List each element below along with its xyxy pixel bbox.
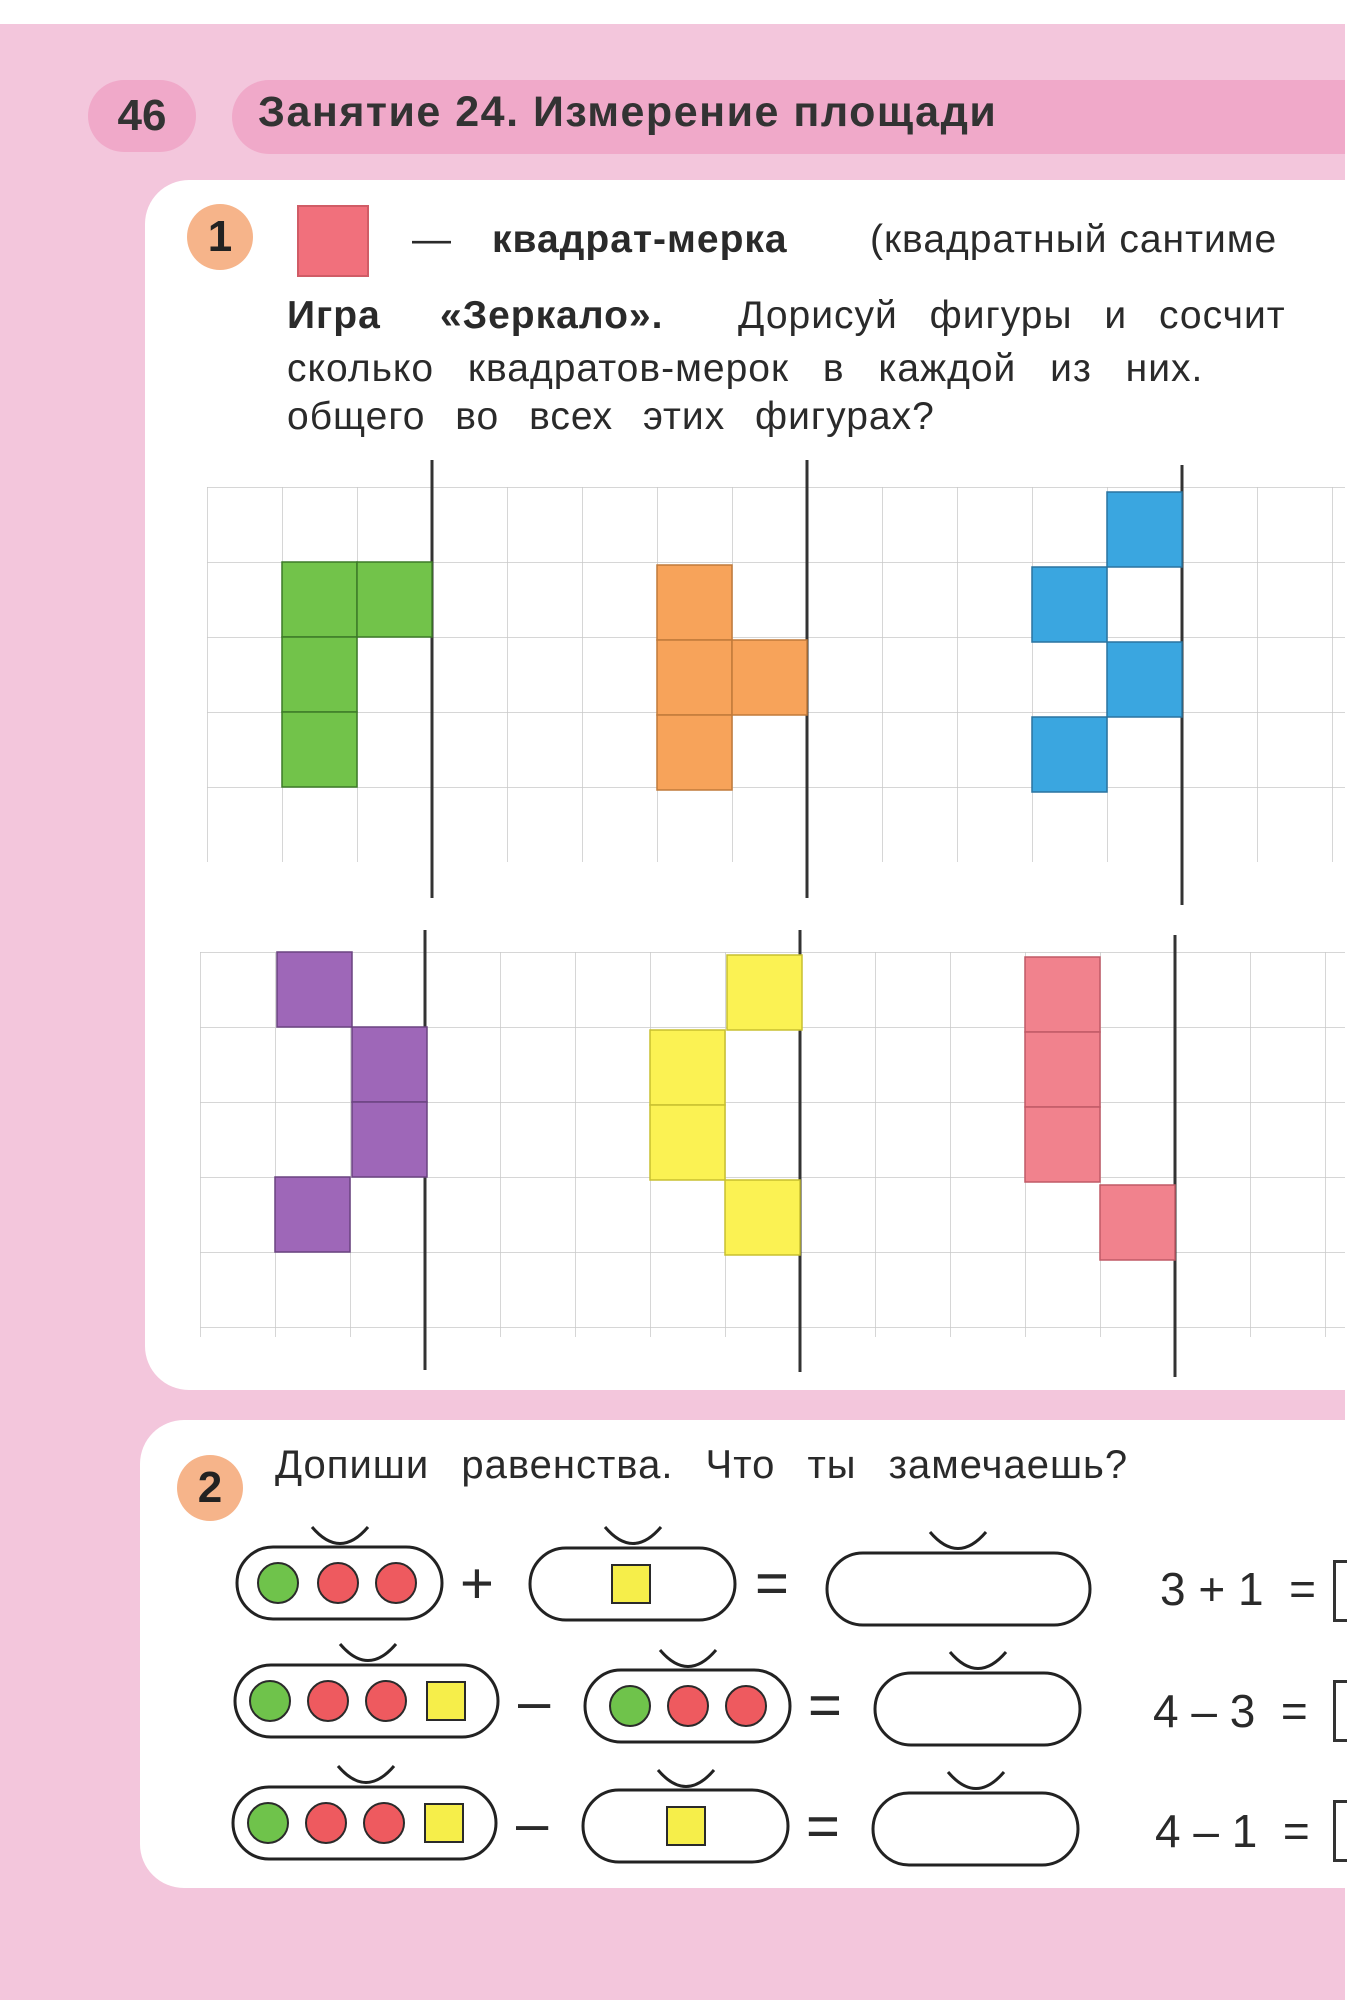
brace-mark <box>658 1770 714 1787</box>
lesson-title: Занятие 24. Измерение площади <box>258 88 998 136</box>
answer-bracket[interactable] <box>1333 1560 1347 1622</box>
task-2-number: 2 <box>177 1455 243 1521</box>
task-1-line2: сколько квадратов-мерок в каждой из них. <box>287 347 1204 390</box>
red-circle-icon <box>308 1681 348 1721</box>
page-number: 46 <box>88 80 196 152</box>
brace-mark <box>930 1532 986 1549</box>
red-circle-icon <box>364 1803 404 1843</box>
operator-equals: = <box>806 1794 840 1859</box>
task-1-number: 1 <box>187 204 253 270</box>
brace-mark <box>312 1527 368 1544</box>
term-measure-square: квадрат-мерка <box>492 218 788 261</box>
expression-4-minus-3: 4 – 3 = <box>1153 1685 1308 1737</box>
operator-minus: – <box>516 1791 549 1856</box>
brace-mark <box>338 1766 394 1783</box>
answer-box <box>875 1673 1080 1745</box>
yellow-square-icon <box>667 1807 705 1845</box>
brace-mark <box>950 1652 1006 1669</box>
operator-minus: – <box>518 1669 551 1734</box>
operator-plus: + <box>460 1551 494 1616</box>
task-2-instruction: Допиши равенства. Что ты замечаешь? <box>275 1443 1129 1487</box>
yellow-square-icon <box>612 1565 650 1603</box>
task-1-line1: Дорисуй фигуры и сосчит <box>738 294 1286 337</box>
term-note: (квадратный сантиме <box>870 218 1278 261</box>
dash: — <box>412 218 452 261</box>
expression-4-minus-1: 4 – 1 = <box>1155 1805 1310 1857</box>
task-1-line3: общего во всех этих фигурах? <box>287 395 935 438</box>
red-circle-icon <box>376 1563 416 1603</box>
brace-mark <box>948 1772 1004 1789</box>
brace-mark <box>340 1644 396 1661</box>
red-circle-icon <box>306 1803 346 1843</box>
game-label: Игра <box>287 294 381 337</box>
operator-equals: = <box>755 1551 789 1616</box>
green-circle-icon <box>250 1681 290 1721</box>
red-circle-icon <box>366 1681 406 1721</box>
operator-equals: = <box>808 1673 842 1738</box>
brace-mark <box>660 1650 716 1667</box>
green-circle-icon <box>610 1686 650 1726</box>
red-circle-icon <box>318 1563 358 1603</box>
brace-mark <box>605 1527 661 1544</box>
answer-bracket[interactable] <box>1333 1680 1347 1742</box>
green-circle-icon <box>258 1563 298 1603</box>
red-circle-icon <box>726 1686 766 1726</box>
expression-3-plus-1: 3 + 1 = <box>1160 1563 1317 1615</box>
yellow-square-icon <box>427 1682 465 1720</box>
answer-box <box>873 1793 1078 1865</box>
green-circle-icon <box>248 1803 288 1843</box>
answer-box <box>827 1553 1090 1625</box>
yellow-square-icon <box>425 1804 463 1842</box>
answer-bracket[interactable] <box>1333 1800 1347 1862</box>
red-circle-icon <box>668 1686 708 1726</box>
game-name: «Зеркало». <box>440 294 664 337</box>
